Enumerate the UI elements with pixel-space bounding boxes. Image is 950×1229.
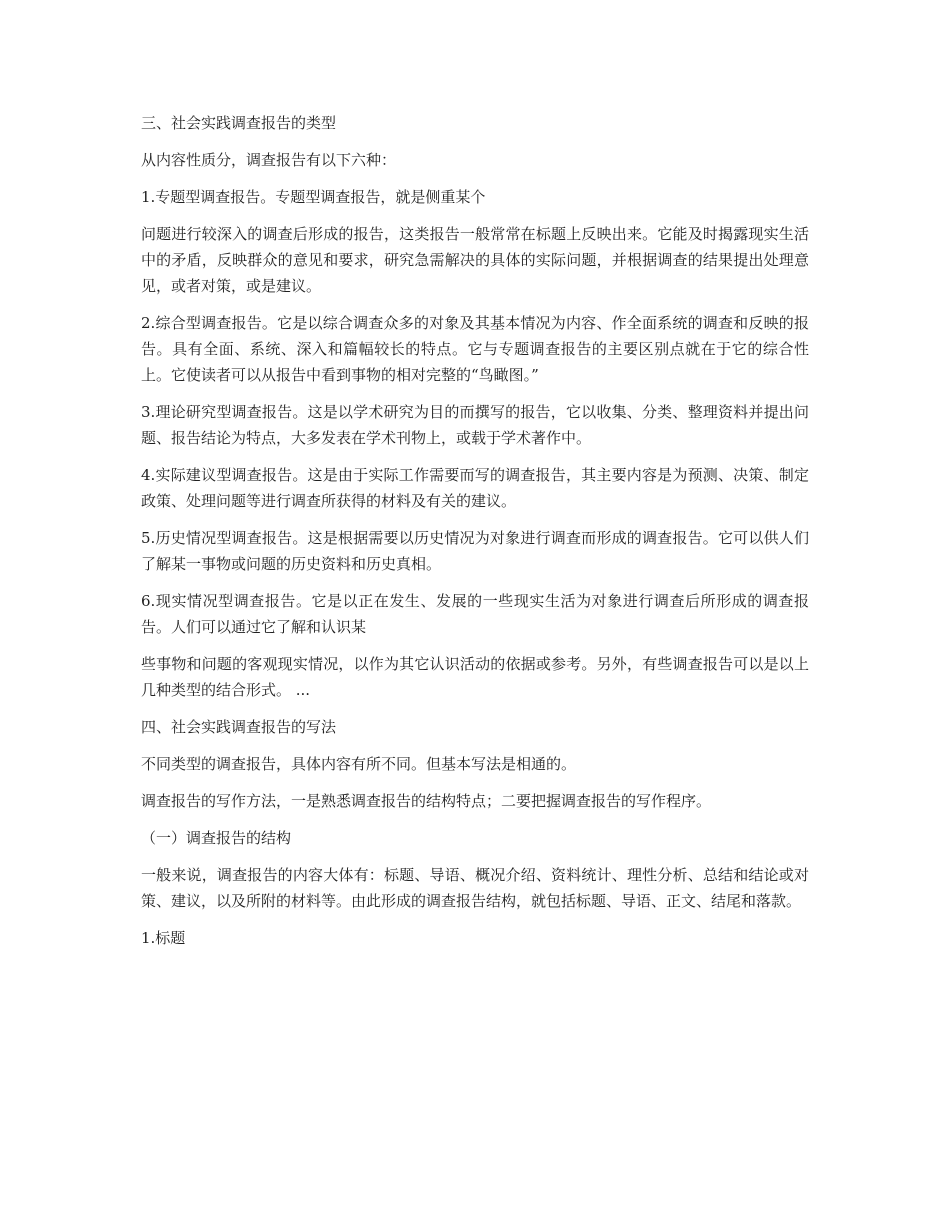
paragraph-type-2: 2.综合型调查报告。它是以综合调查众多的对象及其基本情况为内容、作全面系统的调查和反映的报告。具有全面、系统、深入和篇幅较长的特点。它与专题调查报告的主要区别点就在于它的综合性上。它使读者可以从报告中看到事物的相对完整的“鸟瞰图。” [141, 314, 809, 384]
subsection-heading-title: 1.标题 [141, 929, 186, 947]
paragraph-type-5: 5.历史情况型调查报告。这是根据需要以历史情况为对象进行调查而形成的调查报告。它可以供人们了解某一事物或问题的历史资料和历史真相。 [141, 529, 809, 573]
paragraph-type-4: 4.实际建议型调查报告。这是由于实际工作需要而写的调查报告，其主要内容是为预测、决策、制定政策、处理问题等进行调查所获得的材料及有关的建议。 [141, 466, 809, 510]
section-heading-writing: 四、社会实践调查报告的写法 [141, 718, 337, 736]
paragraph-structure: 一般来说，调查报告的内容大体有：标题、导语、概况介绍、资料统计、理性分析、总结和结论或对策、建议，以及所附的材料等。由此形成的调查报告结构，就包括标题、导语、正文、结尾和落款。 [141, 866, 809, 910]
paragraph-writing-intro: 不同类型的调查报告，具体内容有所不同。但基本写法是相通的。 [141, 755, 577, 773]
paragraph-type-6-start: 6.现实情况型调查报告。它是以正在发生、发展的一些现实生活为对象进行调查后所形成的调查报告。人们可以通过它了解和认识某 [141, 592, 809, 636]
paragraph-type-1-body: 问题进行较深入的调查后形成的报告，这类报告一般常常在标题上反映出来。它能及时揭露现实生活中的矛盾，反映群众的意见和要求，研究急需解决的具体的实际问题，并根据调查的结果提出处理意见，或者对策，或是建议。 [141, 225, 809, 295]
paragraph-type-6-body: 些事物和问题的客观现实情况，以作为其它认识活动的依据或参考。另外，有些调查报告可以是以上几种类型的结合形式。 ... [141, 655, 809, 699]
paragraph-type-1-start: 1.专题型调查报告。专题型调查报告，就是侧重某个 [141, 188, 486, 206]
subsection-heading-structure: （一）调查报告的结构 [141, 829, 292, 847]
paragraph-intro-types: 从内容性质分，调查报告有以下六种： [141, 151, 397, 169]
paragraph-type-3: 3.理论研究型调查报告。这是以学术研究为目的而撰写的报告，它以收集、分类、整理资料并提出问题、报告结论为特点，大多发表在学术刊物上，或载于学术著作中。 [141, 403, 809, 447]
section-heading-types: 三、社会实践调查报告的类型 [141, 114, 337, 132]
document-page [141, 110, 809, 962]
paragraph-writing-method: 调查报告的写作方法，一是熟悉调查报告的结构特点；二要把握调查报告的写作程序。 [141, 792, 712, 810]
